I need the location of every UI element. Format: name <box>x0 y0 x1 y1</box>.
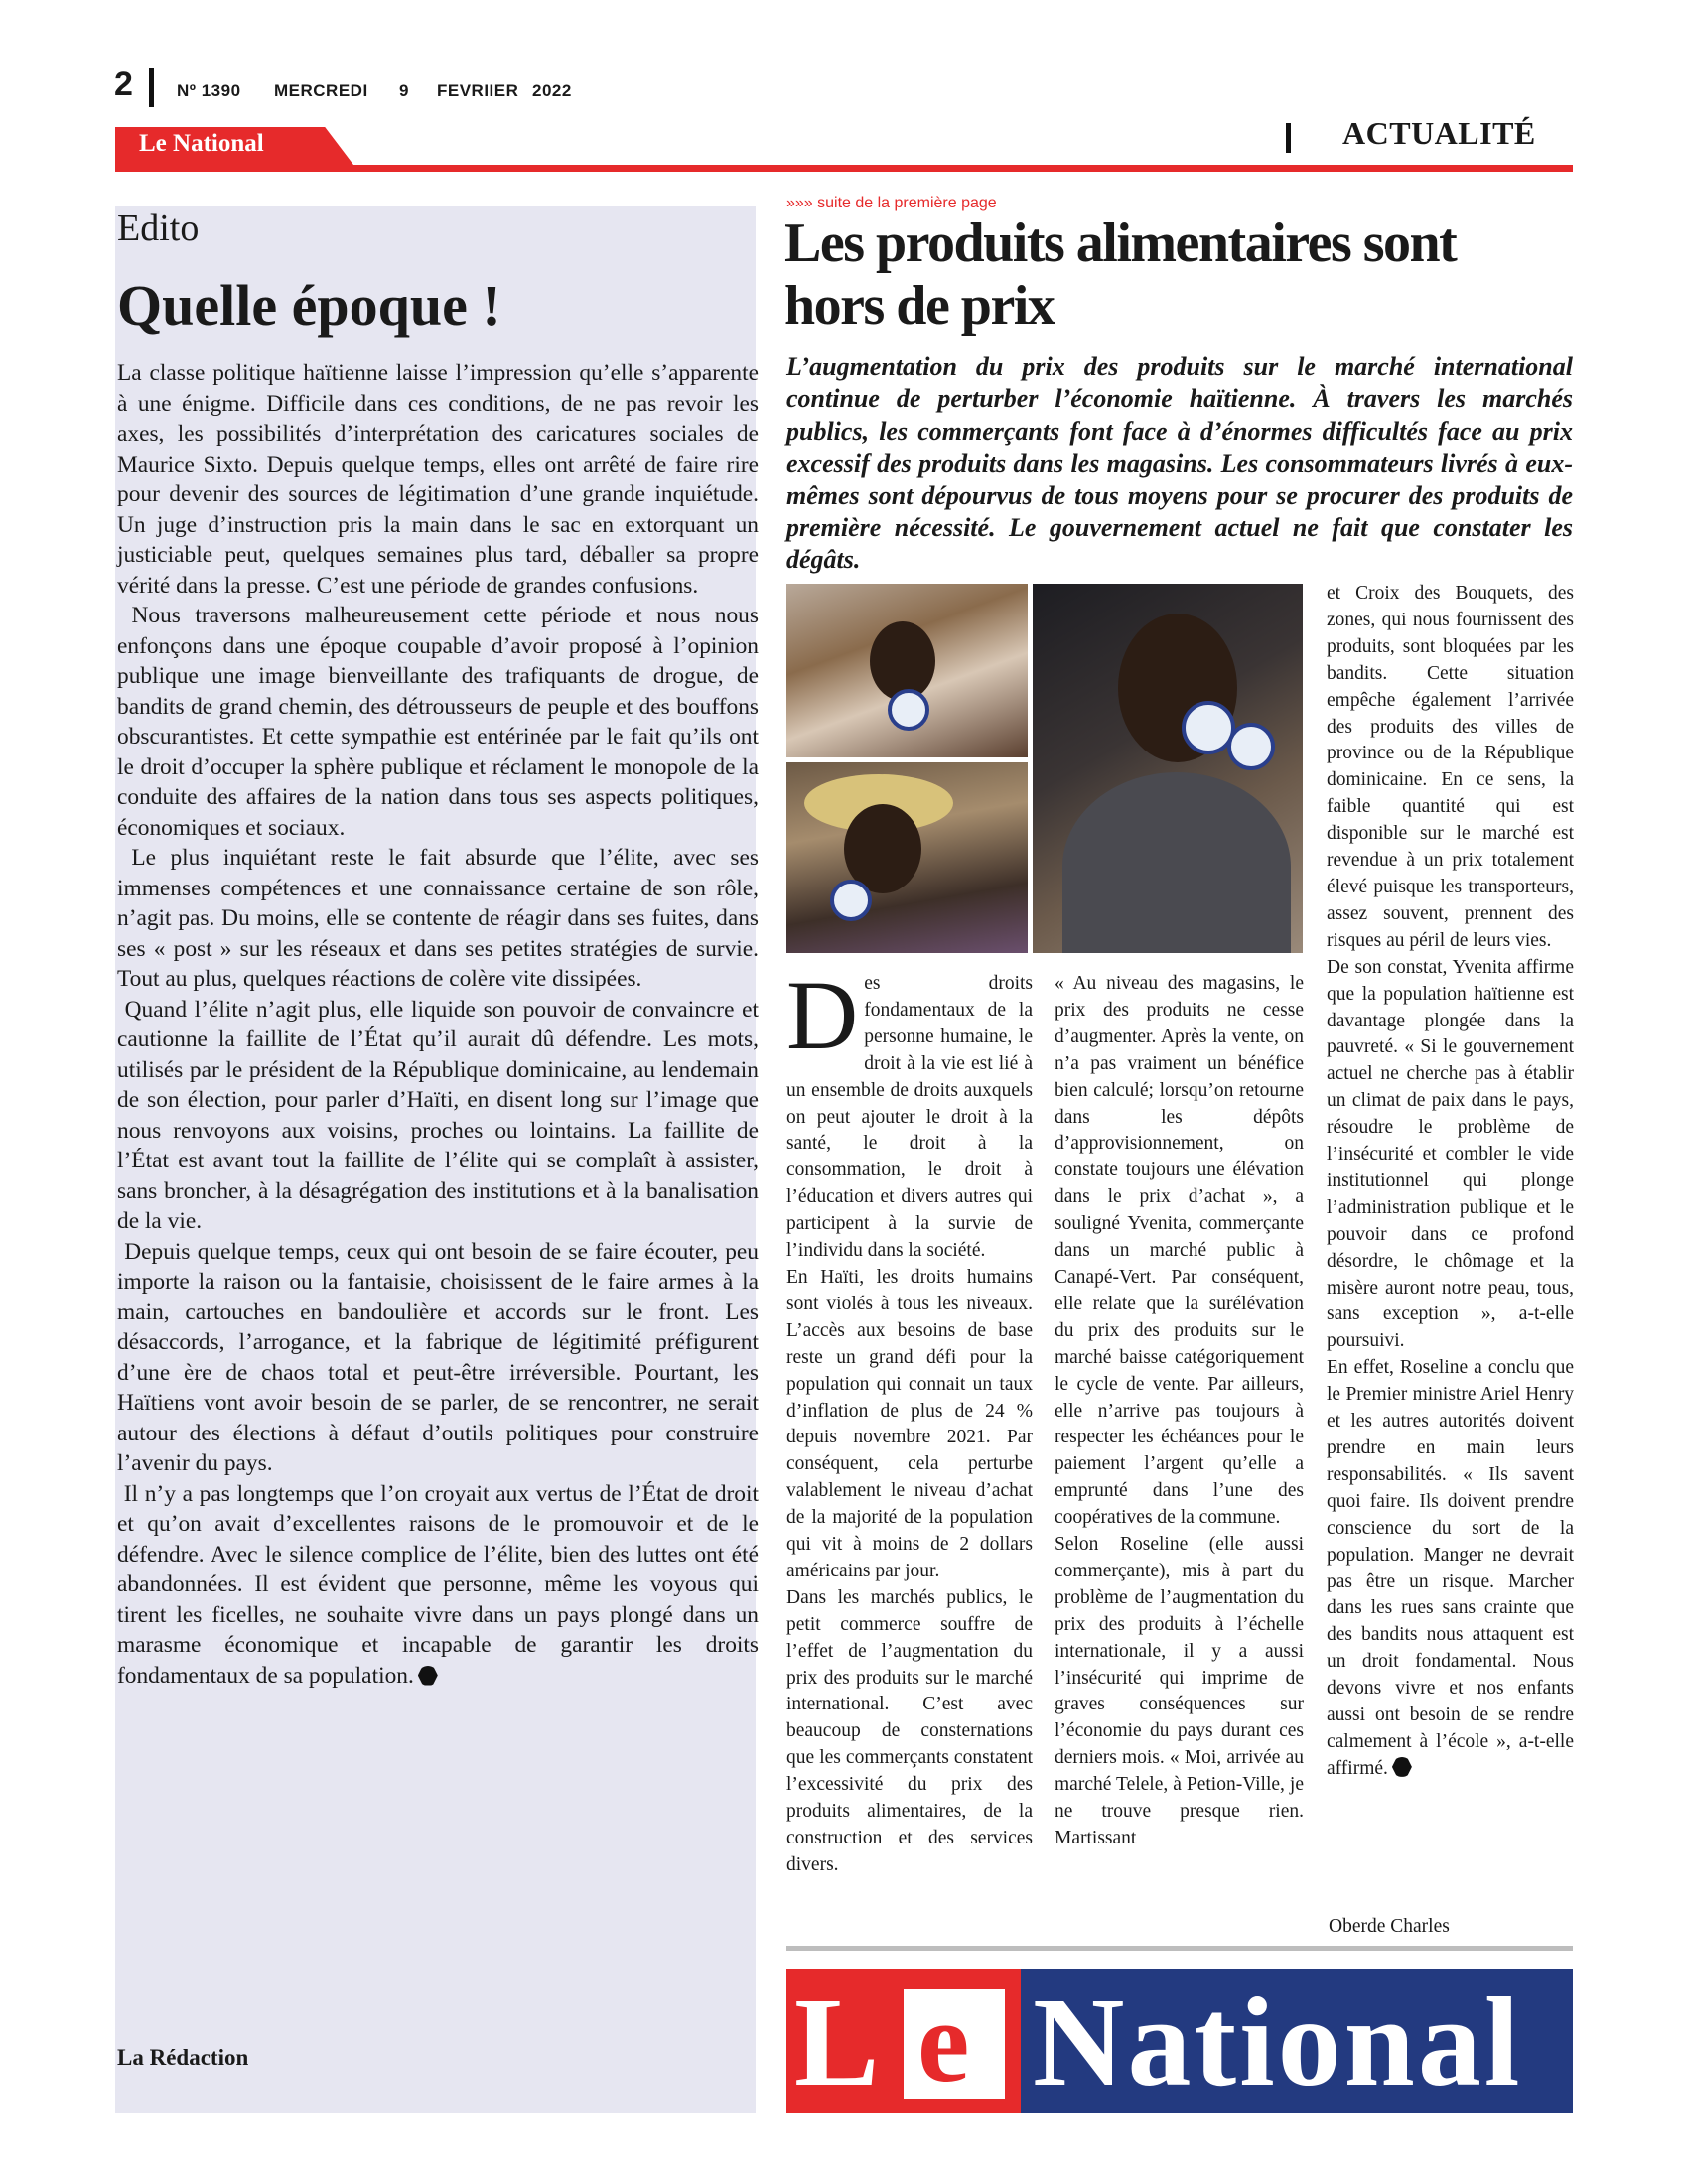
article-paragraph: es droits fondamentaux de la personne humaine, le droit à la vie est lié à un ensemble de droits auxquels on peut ajouter le droit à la santé, le droit à la consommation, le droit à l’éducation et divers autres qui participent à la survie de l’individu dans la société. <box>786 973 1033 1262</box>
edito-kicker: Edito <box>117 207 200 249</box>
article-kicker: »»» suite de la première page <box>786 195 997 211</box>
market-photo-3 <box>786 762 1028 953</box>
article-lead: L’augmentation du prix des produits sur le marché international continue de perturber l’économie haïtienne. À travers les marchés publics, les commerçants font face à d’énormes difficultés face au prix excessif des produits dans les magasins. Les consommateurs livrés à eux-mêmes sont dépourvus de tous moyens pour se procurer des produits de première nécessité. Le gouvernement actuel ne fait que constater les dégâts. <box>786 352 1573 575</box>
article-title-line: Les produits alimentaires sont <box>784 212 1457 274</box>
end-mark-icon <box>1392 1757 1412 1777</box>
article-title-line: hors de prix <box>784 275 1055 337</box>
article-title <box>784 212 1579 338</box>
edito-paragraph: Depuis quelque temps, ceux qui ont besoin de se faire écouter, peu importe la raison ou la fantaisie, choisissent de le faire armes à la main, cartouches en bandoulière et accords sur le front. Les désaccords, l’arrogance, et la fabrique de légitimité préfigurent d’une ère de chaos total et peut-être irréversible. Pourtant, les Haïtiens vont avoir besoin de se parler, de se rencontrer, ne serait autour des élections à défaut d’outils politiques pour construire l’avenir du pays. <box>117 1238 759 1476</box>
end-mark-icon <box>418 1666 438 1686</box>
article-column-2 <box>1055 971 1304 1852</box>
article-paragraph: En Haïti, les droits humains sont violés à tous les niveaux. L’accès aux besoins de base reste un grand défi pour la population qui connait un taux d’inflation de plus de 24 % depuis novembre 2021. Par conséquent, cela perturbe valablement le niveau d’achat de la majorité de la population qui vit à moins de 2 dollars américains par jour. <box>786 1266 1033 1581</box>
market-photo-2 <box>1033 584 1303 953</box>
edito-paragraph: La classe politique haïtienne laisse l’impression qu’elle s’apparente à une énigme. Difficile dans ces conditions, de ne pas revoir les axes, les possibilités d’interprétation des caricatures sociales de Maurice Sixto. Depuis quelque temps, elles ont arrêté de faire rire pour devenir des sources de légitimation d’une grande inquiétude. Un juge d’instruction pris la main dans le sac en extorquant un justiciable peut, quelques semaines plus tard, déballer sa propre vérité dans la presse. C’est une période de grandes confusions. <box>117 360 759 599</box>
article-paragraph: Selon Roseline (elle aussi commerçante), mis à part du problème de l’augmentation du prix des produits à l’échelle internationale, il y a aussi l’insécurité qui imprime de graves conséquences sur l’économie du pays durant ces derniers mois. « Moi, arrivée au marché Telele, à Petion-Ville, je ne trouve presque rien. Martissant <box>1055 1534 1304 1848</box>
header-divider <box>149 68 154 107</box>
edito-paragraph: Il n’y a pas longtemps que l’on croyait aux vertus de l’État de droit et qu’on avait d’excellentes raisons de le promouvoir et de le défendre. Avec le silence complice de l’élite, bien des luttes ont été abandonnées. Il est évident que personne, même les voyous qui tirent les ficelles, ne souhaite vivre dans un pays plongé dans un marasme économique et incapable de garantir les droits fondamentaux de sa population. <box>117 1480 759 1689</box>
drop-cap: D <box>786 960 859 1070</box>
issue-month: FEVRIIER <box>437 81 519 100</box>
edito-title: Quelle époque ! <box>117 273 501 338</box>
edito-paragraph: Quand l’élite n’agit plus, elle liquide son pouvoir de convaincre et cautionne la faillite de l’État qu’il aurait dû défendre. Les mots, utilisés par le président de la République dominicaine, au lendemain de son élection, pour parler d’Haïti, en disent long sur l’image que nous renvoyons aux voisins, proches ou lointains. La faillite de l’État est avant tout la faillite de l’élite qui se complaît à assister, sans broncher, à la désagrégation des institutions et à la banalisation de la vie. <box>117 996 759 1234</box>
issue-number: Nº 1390 <box>177 81 241 100</box>
edito-paragraph: Le plus inquiétant reste le fait absurde que l’élite, avec ses immenses compétences et une connaissance certaine de son rôle, n’agit pas. Du moins, elle se contente de réagir dans ses fuites, dans ses « post » sur les réseaux et dans ses petites stratégies de survie. Tout au plus, quelques réactions de colère vite dissipées. <box>117 845 759 992</box>
page-number: 2 <box>114 66 133 103</box>
edito-paragraph: Nous traversons malheureusement cette période et nous nous enfonçons dans une époque coupable d’avoir proposé à l’opinion publique une image bienveillante des trafiquants de drogue, de bandits de grand chemin, des détrousseurs de peuple et des bouffons obscurantistes. Et cette sympathie est entérinée par le fait qu’ils ont le droit d’occuper la sphère publique et réclament le monopole de la conduite des affaires de la nation dans tous ses aspects politiques, économiques et sociaux. <box>117 603 759 841</box>
brand-name: Le National <box>139 130 264 157</box>
issue-weekday: MERCREDI <box>274 81 368 100</box>
logo-letter-e: e <box>917 1977 970 2107</box>
footer-rule <box>786 1946 1573 1951</box>
edito-body <box>117 358 759 1691</box>
logo-letter-l: L <box>794 1972 880 2113</box>
article-paragraph: « Au niveau des magasins, le prix des produits ne cesse d’augmenter. Après la vente, on n’a pas vraiment un bénéfice bien calculé; lorsqu’on retourne dans les dépôts d’approvisionnement, on constate toujours une élévation dans le prix d’achat », a souligné Yvenita, commerçante dans un marché public à Canapé-Vert. Par conséquent, elle relate que la surélévation du prix des produits sur le marché baisse catégoriquement le cycle de vente. Par ailleurs, elle n’arrive pas toujours à respecter les échéances pour le paiement l’argent qu’elle a emprunté dans l’une des coopératives de la commune. <box>1055 973 1304 1529</box>
article-paragraph: De son constat, Yvenita affirme que la population haïtienne est davantage plongée dans la pauvreté. « Si le gouvernement actuel ne cherche pas à établir un climat de paix dans le pays, résoudre le problème de l’insécurité et combler le vide institutionnel qui plonge l’administration publique et le pouvoir dans ce profond désordre, le chômage et la misère auront notre peau, tous, sans exception », a-t-elle poursuivi. <box>1327 956 1574 1352</box>
article-author: Oberde Charles <box>1329 1916 1450 1937</box>
issue-date-day: 9 <box>399 81 409 100</box>
article-column-1 <box>786 960 1033 1879</box>
article-paragraph: et Croix des Bouquets, des zones, qui nous fournissent des produits, sont bloquées par les bandits. Cette situation empêche également l’arrivée des produits des villes de province ou de la République dominicaine. En ce sens, la faible quantité qui est disponible sur le marché est revendue à un prix totalement élevé puisque les transporteurs, assez souvent, prennent des risques au péril de leurs vies. <box>1327 583 1574 951</box>
article-column-3 <box>1327 581 1574 1783</box>
section-divider <box>1286 123 1291 153</box>
header-rule <box>115 165 1573 172</box>
issue-year: 2022 <box>532 81 572 100</box>
section-title: ACTUALITÉ <box>1342 115 1536 151</box>
edito-signature: La Rédaction <box>117 2045 249 2070</box>
market-photo-1 <box>786 584 1028 757</box>
article-paragraph: En effet, Roseline a conclu que le Premier ministre Ariel Henry et les autres autorités doivent prendre en main leurs responsabilités. « Ils savent quoi faire. Ils doivent prendre conscience du sort de la population. Manger ne devrait pas être un risque. Marcher dans les rues sans crainte que des bandits nous attaquent est un droit fondamental. Nous devons vivre et nos enfants aussi ont besoin de se rendre calmement à l’école », a-t-elle affirmé. <box>1327 1357 1574 1779</box>
article-paragraph: Dans les marchés publics, le petit commerce souffre de l’effet de l’augmentation du prix des produits sur le marché international. C’est avec beaucoup de consternations que les commerçants constatent l’excessivité du prix des produits alimentaires, de la construction et des services divers. <box>786 1586 1033 1875</box>
logo-word-national: National <box>1033 1972 1523 2113</box>
